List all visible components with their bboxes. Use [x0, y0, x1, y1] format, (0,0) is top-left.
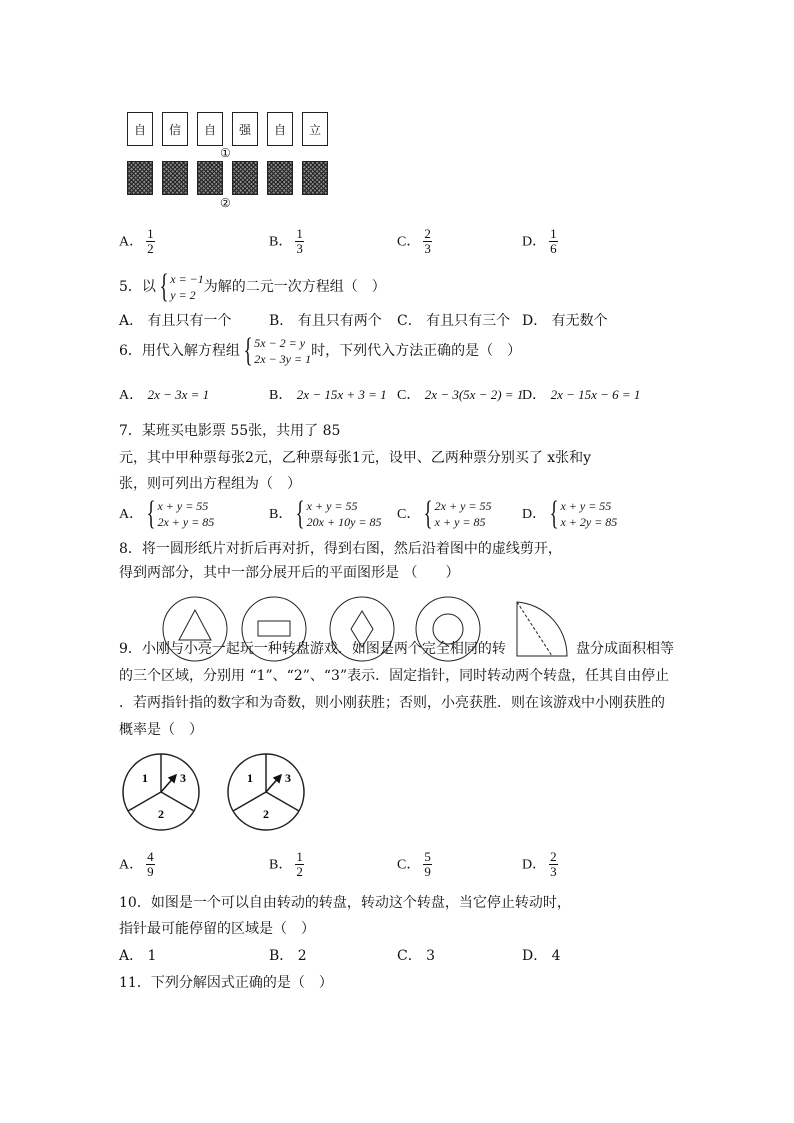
q6-option-d: D． 2x − 15x − 6 = 1 — [522, 387, 641, 403]
q10-option-a: A． 1 — [119, 948, 157, 964]
spinner-label-3: 3 — [285, 771, 291, 785]
q4-option-a: A． $\frac{1}{2}$ — [119, 226, 154, 256]
q9-line3: ．若两指针指的数字和为奇数，则小刚获胜；否则，小亮获胜．则在该游戏中小刚获胜的 — [119, 695, 665, 711]
card-back — [267, 161, 293, 195]
q8-line1: 8．将一圆形纸片对折后再对折，得到右图，然后沿着图中的虚线剪开， — [119, 541, 562, 557]
q7-option-b: B． { x + y = 55 20x + 10y = 85 — [269, 495, 382, 532]
q9-option-c: C． $\frac{5}{9}$ — [397, 849, 431, 879]
figure-folded-sector — [517, 602, 567, 656]
q6-option-c: C． 2x − 3(5x − 2) = 1 — [397, 387, 524, 403]
q9-line4: 概率是（ ） — [119, 722, 203, 738]
q7-line3: 张，则可列出方程组为（ ） — [119, 476, 301, 492]
marker-1: ① — [220, 146, 231, 160]
q7-line1: 7．某班买电影票 55张，共用了 85 — [119, 423, 341, 439]
q10-option-d: D． 4 — [522, 948, 561, 964]
q9-option-d: D． $\frac{2}{3}$ — [522, 849, 557, 879]
q7-line2: 元，其中甲种票每张2元，乙种票每张1元，设甲、乙两种票分别买了 x张和y — [119, 450, 592, 466]
q7-option-a: A． { x + y = 55 2x + y = 85 — [119, 495, 215, 532]
q9-option-b: B． $\frac{1}{2}$ — [269, 849, 303, 879]
spinner-label-1: 1 — [142, 771, 148, 785]
q5-option-b: B． 有且只有两个 — [269, 313, 382, 329]
q6-option-a: A． 2x − 3x = 1 — [119, 387, 210, 403]
card-front: 自 — [267, 112, 293, 146]
q5-option-c: C． 有且只有三个 — [397, 313, 511, 329]
q9-line2: 的三个区域，分别用 “1”、“2”、“3”表示．固定指针，同时转动两个转盘，任其自由停止 — [119, 668, 670, 684]
card-back — [162, 161, 188, 195]
q6-option-b: B． 2x − 15x + 3 = 1 — [269, 387, 387, 403]
spinner-label-2: 2 — [158, 807, 164, 821]
card-back — [197, 161, 223, 195]
card-back — [232, 161, 258, 195]
q9-spinners — [118, 752, 318, 832]
marker-2: ② — [220, 196, 231, 210]
q4-option-d: D． $\frac{1}{6}$ — [522, 226, 557, 256]
card-front: 强 — [232, 112, 258, 146]
q4-option-b: B． $\frac{1}{3}$ — [269, 226, 303, 256]
card-front: 自 — [127, 112, 153, 146]
q6-stem: 6．用代入解方程组 { 5x − 2 = y 2x − 3y = 1 时，下列代入方法正确的是（ ） — [119, 332, 522, 369]
q5-stem: 5．以 { x = −1 y = 2 为解的二元一次方程组（ ） — [119, 268, 386, 305]
q7-option-d: D． { x + y = 55 x + 2y = 85 — [522, 495, 618, 532]
spinner-label-2: 2 — [263, 807, 269, 821]
q11-line1: 11．下列分解因式正确的是（ ） — [119, 975, 333, 991]
spinner-label-3: 3 — [180, 771, 186, 785]
card-back — [302, 161, 328, 195]
q10-line1: 10．如图是一个可以自由转动的转盘，转动这个转盘，当它停止转动时， — [119, 895, 571, 911]
q10-option-b: B． 2 — [269, 948, 307, 964]
q5-option-a: A． 有且只有一个 — [119, 313, 232, 329]
card-front: 信 — [162, 112, 188, 146]
q9-option-a: A． $\frac{4}{9}$ — [119, 849, 154, 879]
q10-line2: 指针最可能停留的区域是（ ） — [119, 921, 315, 937]
q5-option-d: D． 有无数个 — [522, 313, 608, 329]
q9-line1: 9．小刚与小亮一起玩一种转盘游戏．如图是两个完全相同的转 — [119, 641, 506, 657]
spinner-2 — [228, 754, 304, 830]
q7-option-c: C． { 2x + y = 55 x + y = 85 — [397, 495, 492, 532]
spinner-1 — [123, 754, 199, 830]
q8-line2: 得到两部分，其中一部分展开后的平面图形是 （ ） — [119, 565, 460, 581]
card-front: 自 — [197, 112, 223, 146]
spinner-label-1: 1 — [247, 771, 253, 785]
card-back — [127, 161, 153, 195]
q10-option-c: C． 3 — [397, 948, 436, 964]
card-front: 立 — [302, 112, 328, 146]
q9-line1b: 盘分成面积相等 — [576, 641, 674, 657]
q4-option-c: C． $\frac{2}{3}$ — [397, 226, 431, 256]
